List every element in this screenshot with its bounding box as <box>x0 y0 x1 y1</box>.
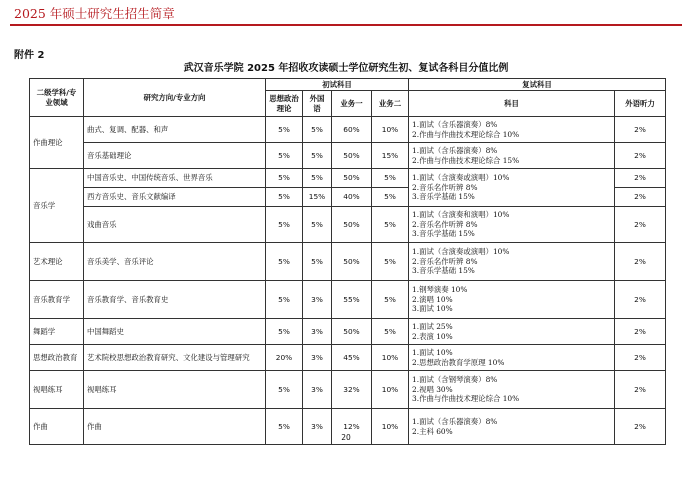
direction-cell: 音乐美学、音乐评论 <box>84 243 266 281</box>
politics-cell: 5% <box>266 143 303 169</box>
retest-item: 1.面试 25% <box>412 321 453 331</box>
discipline-cell: 艺术理论 <box>30 243 84 281</box>
retest-item: 1.面试（含钢琴演奏）8% <box>412 374 498 384</box>
foreign-cell: 15% <box>303 188 332 207</box>
retest-item: 1.面试（含乐器演奏）8% <box>412 119 498 129</box>
brochure-header: 2025 年硕士研究生招生简章 <box>14 6 175 21</box>
col-discipline-header: 二级学科/专业领域 <box>30 79 84 117</box>
table-row <box>30 143 666 169</box>
major2-cell: 5% <box>372 243 409 281</box>
discipline-cell: 视唱练耳 <box>30 371 84 409</box>
retest-item: 2.表演 10% <box>412 331 453 341</box>
retest-subjects-cell <box>409 281 615 319</box>
foreign-cell: 3% <box>303 281 332 319</box>
politics-cell: 5% <box>266 281 303 319</box>
major2-cell: 15% <box>372 143 409 169</box>
retest-subjects-cell <box>409 207 615 243</box>
retest-subjects-cell <box>409 371 615 409</box>
foreign-cell: 5% <box>303 117 332 143</box>
col-direction-header: 研究方向/专业方向 <box>84 79 266 117</box>
retest-item: 2.作曲与作曲技术理论综合 10% <box>412 129 520 139</box>
retest-item: 2.思想政治教育学原理 10% <box>412 357 505 367</box>
major2-cell: 10% <box>372 345 409 371</box>
major1-cell: 50% <box>332 169 372 188</box>
direction-cell: 戏曲音乐 <box>84 207 266 243</box>
retest-item: 1.面试（含演奏和演唱）10% <box>412 209 510 219</box>
major1-cell: 50% <box>332 207 372 243</box>
retest-item: 2.音乐名作听辨 8% <box>412 256 478 266</box>
initial-exam-group-header: 初试科目 <box>266 79 409 91</box>
major1-cell: 32% <box>332 371 372 409</box>
table-row <box>30 243 666 281</box>
politics-cell: 5% <box>266 319 303 345</box>
discipline-cell: 音乐学 <box>30 169 84 243</box>
retest-item: 1.面试（含演奏或演唱）10% <box>412 246 510 256</box>
col-subject-header: 科目 <box>409 91 615 117</box>
major1-cell: 50% <box>332 243 372 281</box>
score-ratio-table <box>29 78 666 445</box>
retest-item: 2.主科 60% <box>412 426 453 436</box>
col-foreign-header: 外国语 <box>303 91 332 117</box>
politics-cell: 5% <box>266 188 303 207</box>
discipline-cell: 作曲理论 <box>30 117 84 169</box>
listening-cell: 2% <box>615 371 666 409</box>
table-row <box>30 117 666 143</box>
direction-cell: 西方音乐史、音乐文献编译 <box>84 188 266 207</box>
major1-cell: 45% <box>332 345 372 371</box>
discipline-cell: 作曲 <box>30 409 84 445</box>
retest-item: 1.面试（含演奏或演唱）10% <box>412 172 510 182</box>
major1-cell: 50% <box>332 319 372 345</box>
table-row <box>30 319 666 345</box>
foreign-cell: 5% <box>303 207 332 243</box>
retest-subjects-cell <box>409 143 615 169</box>
politics-cell: 5% <box>266 117 303 143</box>
appendix-label: 附件 2 <box>14 50 45 61</box>
major2-cell: 10% <box>372 117 409 143</box>
retest-item: 1.面试（含乐器演奏）8% <box>412 416 498 426</box>
table-row <box>30 169 666 188</box>
direction-cell: 曲式、复调、配器、和声 <box>84 117 266 143</box>
politics-cell: 5% <box>266 207 303 243</box>
listening-cell: 2% <box>615 143 666 169</box>
major2-cell: 5% <box>372 207 409 243</box>
col-major1-header: 业务一 <box>332 91 372 117</box>
retest-item: 1.面试（含乐器演奏）8% <box>412 145 498 155</box>
retest-item: 1.面试 10% <box>412 347 453 357</box>
politics-cell: 5% <box>266 169 303 188</box>
table-row <box>30 207 666 243</box>
retest-item: 2.演唱 10% <box>412 294 453 304</box>
foreign-cell: 3% <box>303 371 332 409</box>
retest-subjects-cell <box>409 117 615 143</box>
table-title: 武汉音乐学院 2025 年招收攻读硕士学位研究生初、复试各科目分值比例 <box>183 63 509 74</box>
direction-cell: 音乐基础理论 <box>84 143 266 169</box>
major2-cell: 5% <box>372 188 409 207</box>
direction-cell: 视唱练耳 <box>84 371 266 409</box>
retest-group-header: 复试科目 <box>409 79 666 91</box>
major2-cell: 5% <box>372 281 409 319</box>
foreign-cell: 3% <box>303 409 332 445</box>
col-major2-header: 业务二 <box>372 91 409 117</box>
major1-cell: 12% <box>332 409 372 445</box>
direction-cell: 中国舞蹈史 <box>84 319 266 345</box>
retest-item: 2.作曲与作曲技术理论综合 15% <box>412 155 520 165</box>
direction-cell: 音乐教育学、音乐教育史 <box>84 281 266 319</box>
listening-cell: 2% <box>615 345 666 371</box>
direction-cell: 中国音乐史、中国传统音乐、世界音乐 <box>84 169 266 188</box>
listening-cell: 2% <box>615 409 666 445</box>
header-divider <box>10 24 682 26</box>
politics-cell: 5% <box>266 243 303 281</box>
retest-subjects-cell <box>409 169 615 207</box>
retest-subjects-cell <box>409 345 615 371</box>
direction-cell: 作曲 <box>84 409 266 445</box>
retest-item: 2.视唱 30% <box>412 384 453 394</box>
foreign-cell: 3% <box>303 319 332 345</box>
retest-subjects-cell <box>409 243 615 281</box>
politics-cell: 5% <box>266 371 303 409</box>
foreign-cell: 5% <box>303 169 332 188</box>
major1-cell: 55% <box>332 281 372 319</box>
table-row <box>30 371 666 409</box>
discipline-cell: 思想政治教育 <box>30 345 84 371</box>
retest-item: 1.钢琴演奏 10% <box>412 284 468 294</box>
politics-cell: 5% <box>266 409 303 445</box>
listening-cell: 2% <box>615 319 666 345</box>
table-row <box>30 281 666 319</box>
page-number: 20 <box>341 433 351 442</box>
retest-item: 2.音乐名作听辨 8% <box>412 182 478 192</box>
retest-item: 3.音乐学基础 15% <box>412 266 475 276</box>
col-listening-header: 外语听力 <box>615 91 666 117</box>
retest-item: 2.音乐名作听辨 8% <box>412 219 478 229</box>
major1-cell: 60% <box>332 117 372 143</box>
discipline-cell: 舞蹈学 <box>30 319 84 345</box>
retest-item: 3.音乐学基础 15% <box>412 229 475 239</box>
major2-cell: 5% <box>372 169 409 188</box>
politics-cell: 20% <box>266 345 303 371</box>
listening-cell: 2% <box>615 243 666 281</box>
retest-item: 3.面试 10% <box>412 304 453 314</box>
retest-item: 3.作曲与作曲技术理论综合 10% <box>412 394 520 404</box>
major2-cell: 10% <box>372 371 409 409</box>
foreign-cell: 3% <box>303 345 332 371</box>
retest-subjects-cell <box>409 319 615 345</box>
foreign-cell: 5% <box>303 243 332 281</box>
listening-cell: 2% <box>615 169 666 188</box>
direction-cell: 艺术院校思想政治教育研究、文化建设与管理研究 <box>84 345 266 371</box>
retest-item: 3.音乐学基础 15% <box>412 192 475 202</box>
foreign-cell: 5% <box>303 143 332 169</box>
listening-cell: 2% <box>615 188 666 207</box>
table-row <box>30 345 666 371</box>
major2-cell: 5% <box>372 319 409 345</box>
listening-cell: 2% <box>615 281 666 319</box>
major1-cell: 40% <box>332 188 372 207</box>
discipline-cell: 音乐教育学 <box>30 281 84 319</box>
listening-cell: 2% <box>615 207 666 243</box>
col-politics-header: 思想政治理论 <box>266 91 303 117</box>
listening-cell: 2% <box>615 117 666 143</box>
major2-cell: 10% <box>372 409 409 445</box>
major1-cell: 50% <box>332 143 372 169</box>
